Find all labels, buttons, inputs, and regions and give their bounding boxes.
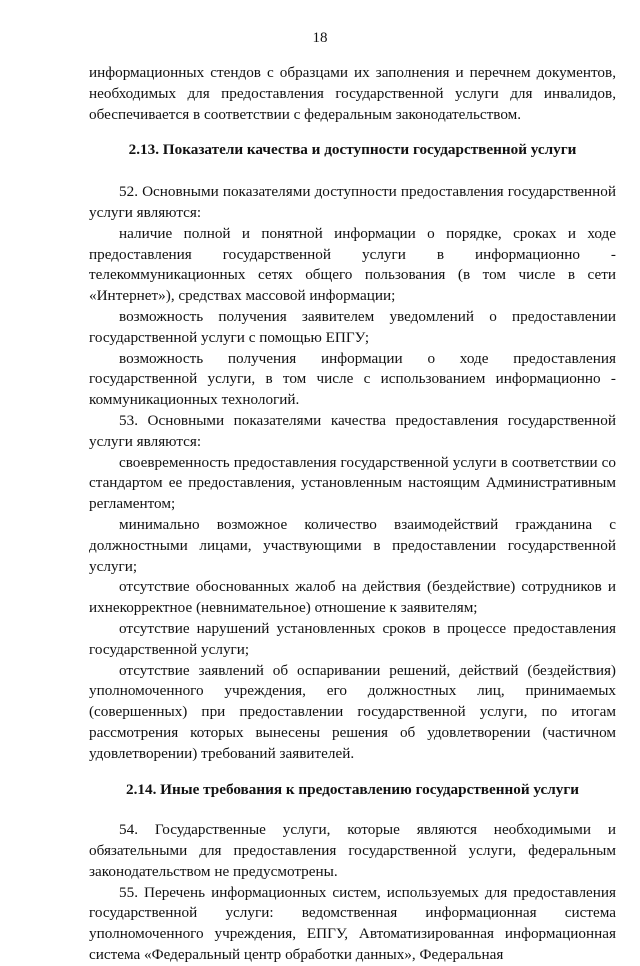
paragraph-54: 54. Государственные услуги, которые являются необходимыми и обязательными для предоставления государственной услуги, федеральным законодательством не предусмотрены. [89, 821, 616, 880]
paragraph: минимально возможное количество взаимодействий гражданина с должностными лицами, участвующими в предоставлении государственной услуги; [89, 515, 616, 575]
section-heading-2-13: 2.13. Показатели качества и доступности государственной услуги [128, 141, 577, 159]
paragraph: наличие полной и понятной информации о порядке, сроках и ходе предоставления государственной услуги в информационно - телекоммуникационных сетях общего пользования (в том числе в сети «Интернет»), средствах массовой информации; [89, 224, 616, 305]
page-number: 18 [312, 30, 328, 46]
paragraph: отсутствие обоснованных жалоб на действия (бездействие) сотрудников и ихнекорректное (невнимательное) отношение к заявителям; [89, 578, 616, 617]
paragraph-continuation: информационных стендов с образцами их заполнения и перечнем документов, необходимых для предоставления государственной услуги для инвалидов, обеспечивается в соответствии с федеральным законодательством. [89, 64, 616, 123]
document-body [89, 63, 616, 966]
paragraph: отсутствие нарушений установленных сроков в процессе предоставления государственной услуги; [89, 619, 616, 658]
paragraph: возможность получения информации о ходе предоставления государственной услуги, в том числе с использованием информационно - коммуникационных технологий. [89, 349, 616, 409]
paragraph: отсутствие заявлений об оспаривании решений, действий (бездействия) уполномоченного учреждения, его должностных лиц, принимаемых (совершенных) при предоставлении государственной услуги, по итогам рассмотрения которых вынесены решения об удовлетворении (частичном удовлетворении) требований заявителей. [89, 661, 616, 762]
paragraph-55: 55. Перечень информационных систем, используемых для предоставления государственной услуги: ведомственная информационная система уполномоченного учреждения, ЕПГУ, Автоматизированная информационная система «Федеральный центр обработки данных», Федеральная [89, 883, 616, 964]
paragraph-53: 53. Основными показателями качества предоставления государственной услуги являются: [89, 411, 616, 450]
paragraph: своевременность предоставления государственной услуги в соответствии со стандартом ее предоставления, установленным настоящим Административным регламентом; [89, 453, 616, 513]
section-heading-2-14: 2.14. Иные требования к предоставлению государственной услуги [125, 780, 580, 798]
paragraph: возможность получения заявителем уведомлений о предоставлении государственной услуги с помощью ЕПГУ; [89, 307, 616, 346]
paragraph-52: 52. Основными показателями доступности предоставления государственной услуги являются: [89, 183, 616, 221]
